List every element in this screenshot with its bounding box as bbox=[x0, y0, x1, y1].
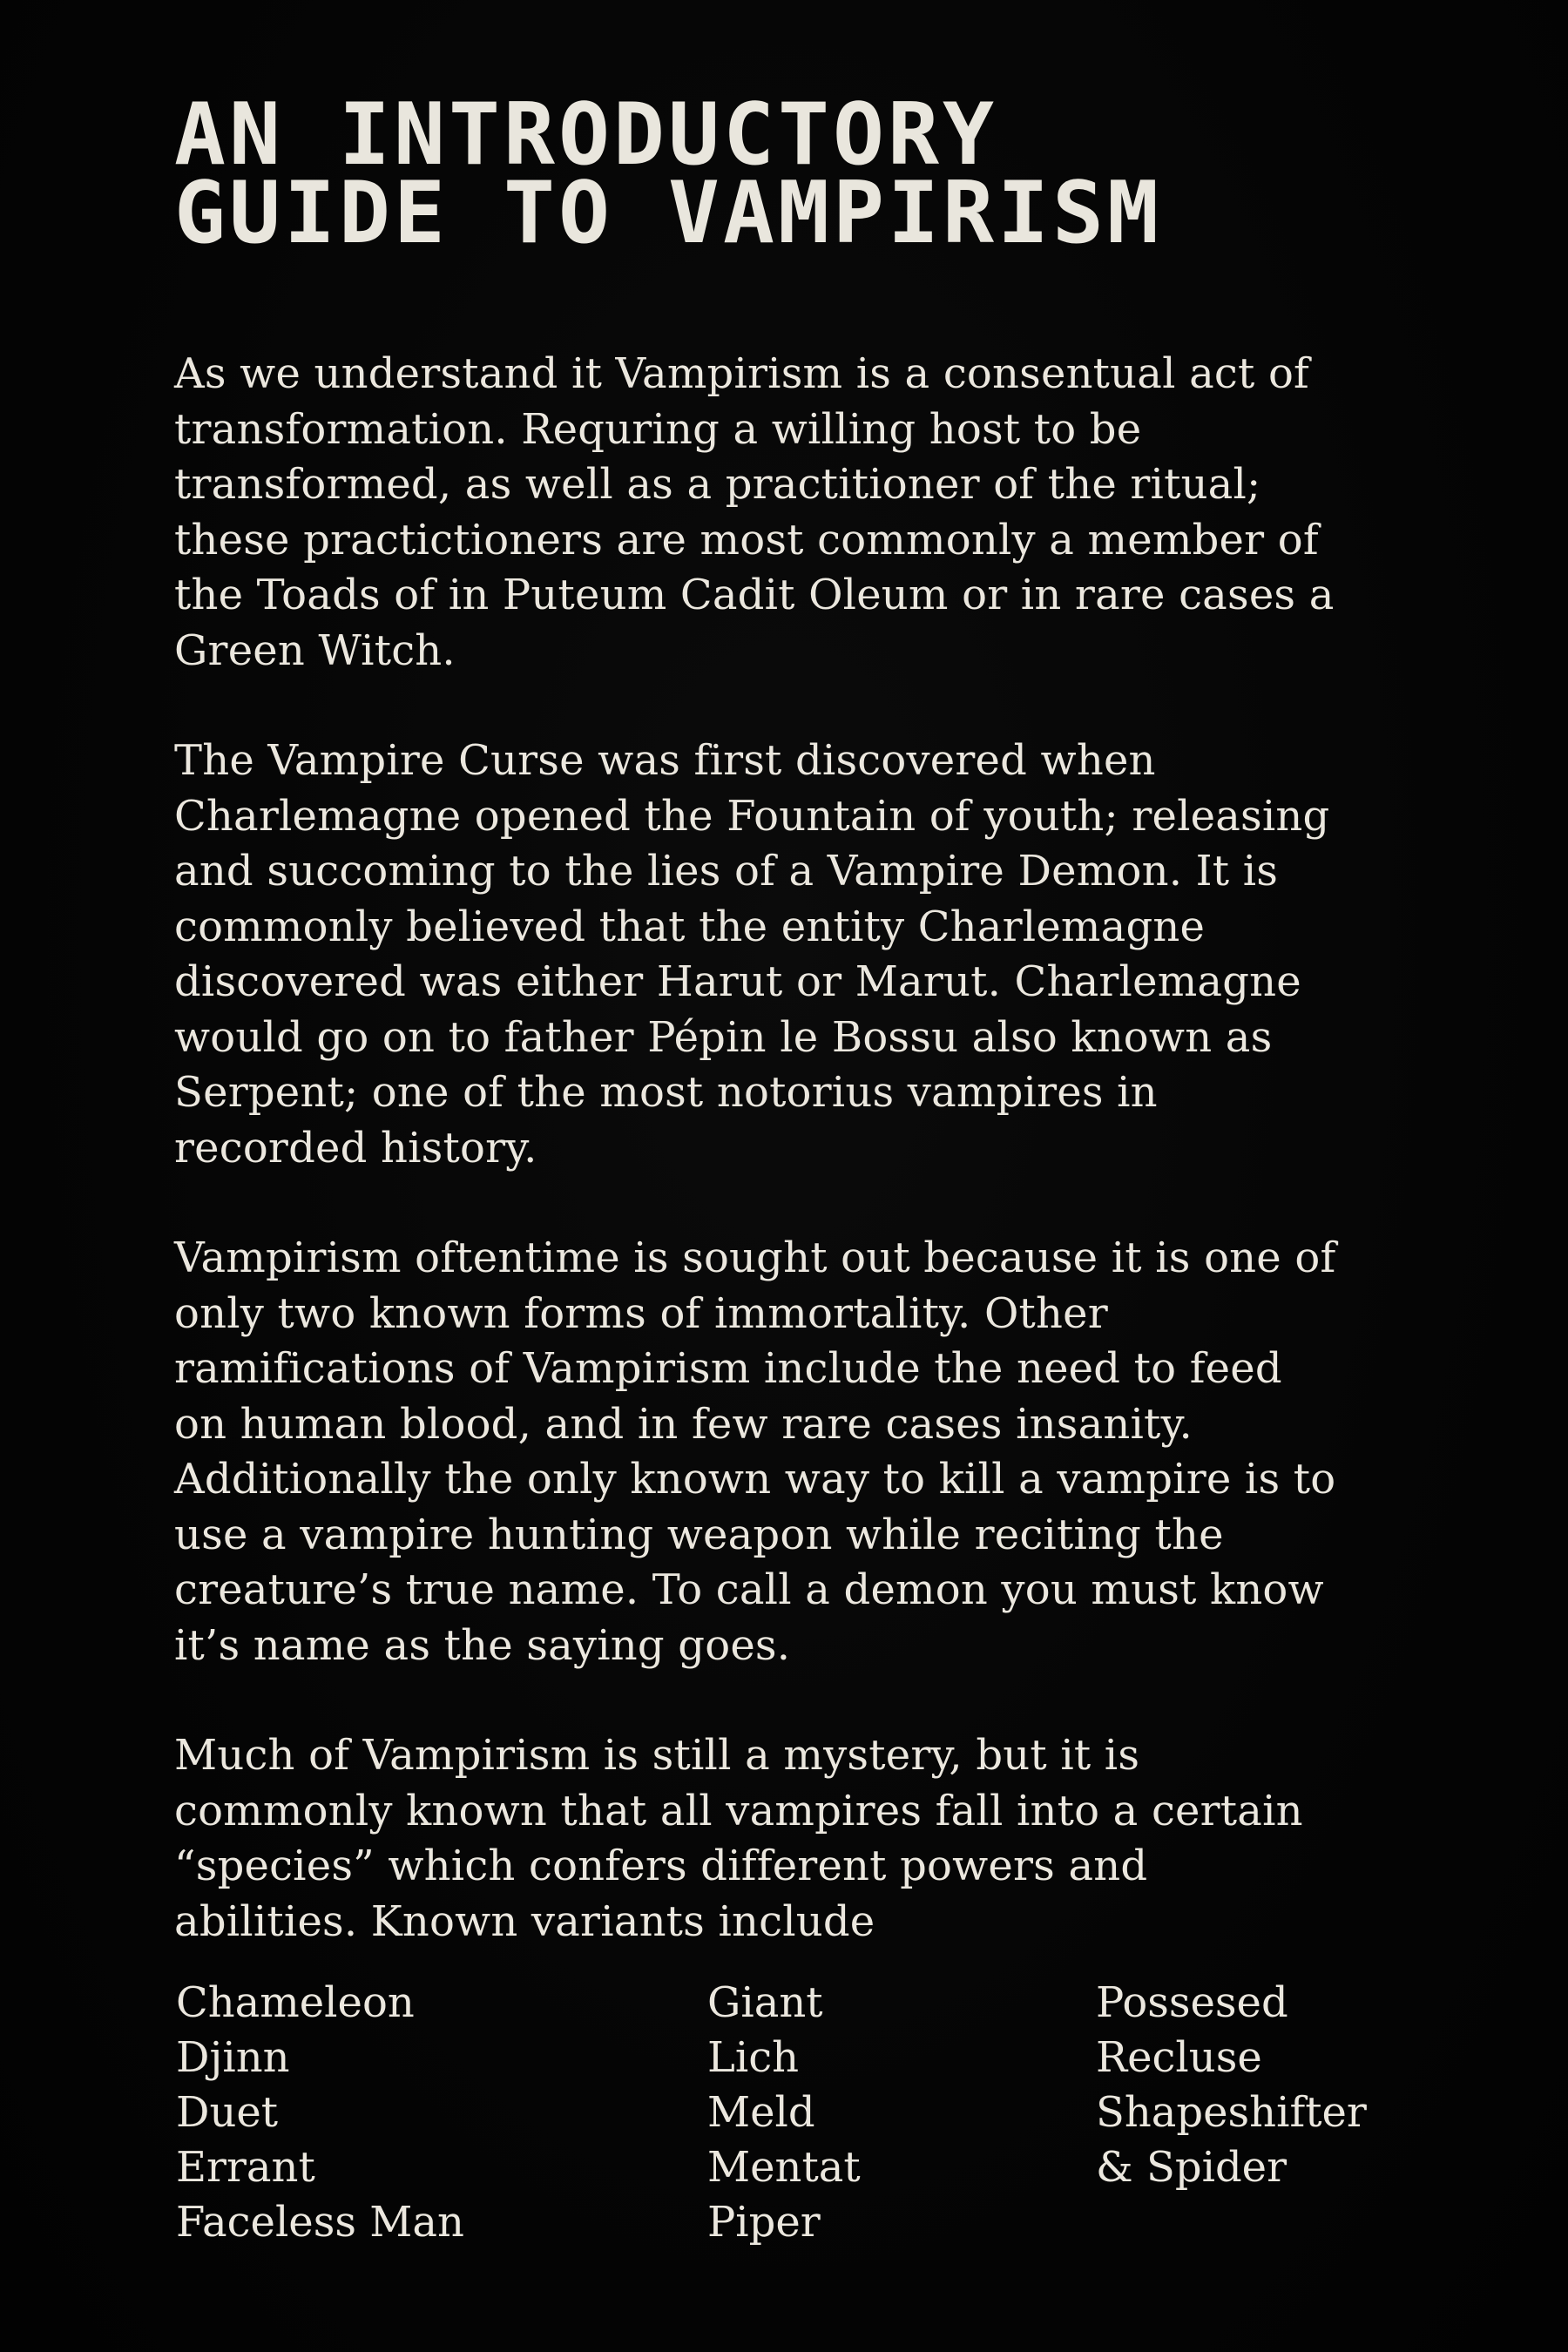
text-line: commonly known that all vampires fall into a certain bbox=[174, 1786, 1303, 1835]
variant-item: Chameleon bbox=[176, 1978, 415, 2027]
text-line: discovered was either Harut or Marut. Charlemagne bbox=[174, 957, 1301, 1006]
text-line: only two known forms of immortality. Other bbox=[174, 1288, 1108, 1338]
variant-item: Faceless Man bbox=[176, 2198, 464, 2247]
variant-item: Meld bbox=[707, 2088, 815, 2137]
variant-item: Lich bbox=[707, 2033, 800, 2082]
text-line: Serpent; one of the most notorius vampires in bbox=[174, 1068, 1158, 1117]
text-line: Additionally the only known way to kill a vampire is to bbox=[174, 1455, 1336, 1504]
text-line: The Vampire Curse was first discovered when bbox=[174, 736, 1156, 785]
variants-column-2 bbox=[707, 1976, 861, 2250]
variants-column-3 bbox=[1096, 1976, 1367, 2195]
text-line: it’s name as the saying goes. bbox=[174, 1620, 791, 1670]
variants-column-1 bbox=[176, 1976, 464, 2250]
variant-item: Giant bbox=[707, 1978, 823, 2027]
variant-item: Piper bbox=[707, 2198, 821, 2247]
variants-list bbox=[174, 1976, 1411, 2254]
text-line: abilities. Known variants include bbox=[174, 1896, 875, 1946]
text-line: use a vampire hunting weapon while reciting the bbox=[174, 1510, 1224, 1559]
text-line: creature’s true name. To call a demon you must know bbox=[174, 1565, 1324, 1614]
text-line: on human blood, and in few rare cases insanity. bbox=[174, 1399, 1193, 1449]
variant-item: Mentat bbox=[707, 2143, 861, 2192]
text-line: recorded history. bbox=[174, 1123, 537, 1173]
title-line-1: AN INTRODUCTORY bbox=[174, 85, 998, 185]
document-page bbox=[174, 85, 1411, 2254]
text-line: the Toads of in Puteum Cadit Oleum or in rare cases a bbox=[174, 571, 1335, 619]
text-line: “species” which confers different powers and bbox=[174, 1842, 1148, 1890]
document-body bbox=[174, 347, 1411, 2254]
variant-item: & Spider bbox=[1096, 2143, 1288, 2192]
title-line-2: GUIDE TO VAMPIRISM bbox=[174, 164, 1163, 263]
variant-item: Duet bbox=[176, 2088, 279, 2137]
page-title bbox=[174, 85, 1411, 263]
text-line: transformation. Requring a willing host to be bbox=[174, 404, 1142, 454]
text-line: Charlemagne opened the Fountain of youth; releasing bbox=[174, 791, 1330, 841]
text-line: ramifications of Vampirism include the need to feed bbox=[174, 1344, 1282, 1393]
variant-item: Djinn bbox=[176, 2033, 290, 2082]
variant-item: Errant bbox=[176, 2143, 315, 2192]
text-line: Vampirism oftentime is sought out because it is one of bbox=[174, 1233, 1336, 1282]
paragraph-species bbox=[174, 1728, 1411, 1950]
text-line: these practictioners are most commonly a member of bbox=[174, 515, 1319, 564]
paragraph-curse-history bbox=[174, 733, 1411, 1176]
variant-item: Shapeshifter bbox=[1096, 2088, 1367, 2137]
paragraph-immortality bbox=[174, 1231, 1411, 1673]
text-line: transformed, as well as a practitioner of the ritual; bbox=[174, 460, 1261, 509]
variant-item: Possesed bbox=[1096, 1978, 1288, 2027]
text-line: commonly believed that the entity Charlemagne bbox=[174, 902, 1206, 951]
text-line: Green Witch. bbox=[174, 625, 456, 675]
text-line: would go on to father Pépin le Bossu also known as bbox=[174, 1012, 1273, 1062]
variant-item: Recluse bbox=[1096, 2033, 1262, 2082]
paragraph-intro bbox=[174, 347, 1411, 679]
text-line: Much of Vampirism is still a mystery, but it is bbox=[174, 1731, 1140, 1780]
text-line: As we understand it Vampirism is a consentual act of bbox=[174, 349, 1310, 398]
text-line: and succoming to the lies of a Vampire Demon. It is bbox=[174, 847, 1279, 896]
